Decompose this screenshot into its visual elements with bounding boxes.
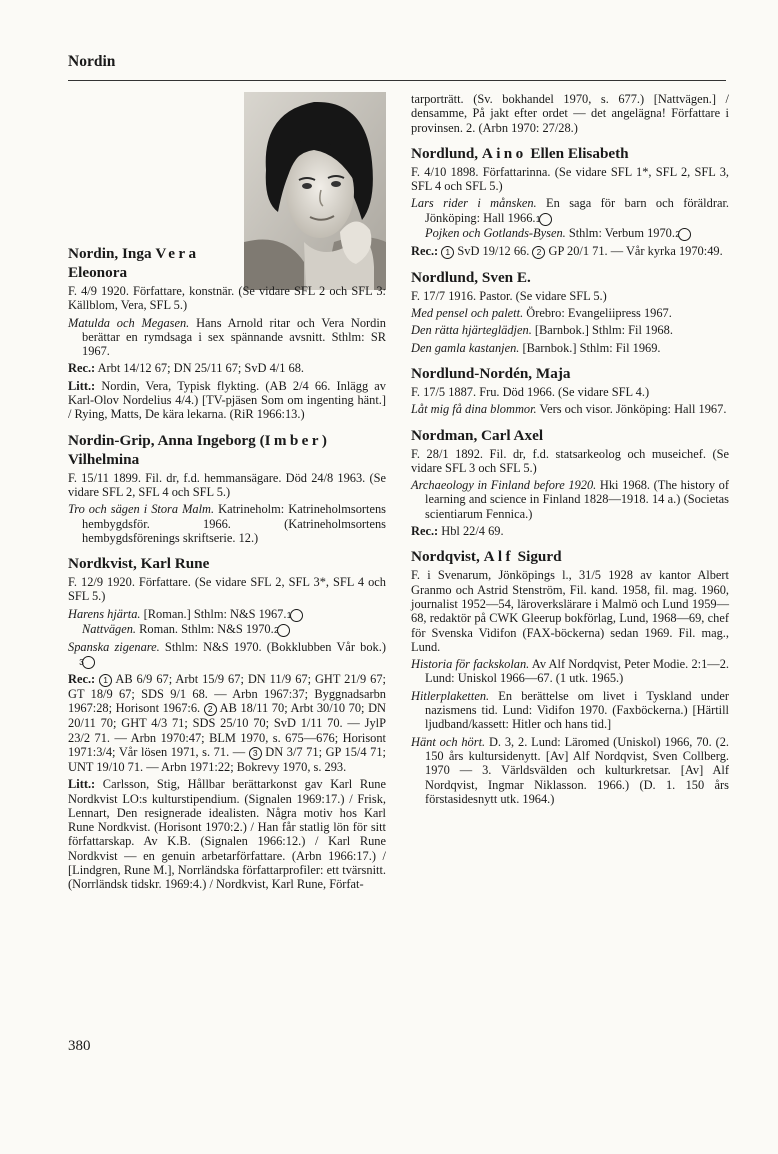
heading-text: Nordin, Inga [68, 245, 156, 262]
work-item [68, 316, 386, 359]
work-details: Hki 1968. (The history of learning and science in Finland 1828—1918. 14 a.) (Societas scientiarum Fennica.) [425, 478, 730, 521]
work-title: Archaeology in Finland before 1920. [411, 478, 597, 493]
work-title: Med pensel och palett. [411, 306, 524, 321]
entry-heading: Nordlund, Sven E. [411, 268, 531, 286]
work-title: Nattvägen. [82, 621, 137, 636]
right-column [411, 92, 729, 815]
reviews [411, 244, 729, 259]
reviews [68, 361, 386, 375]
work-title: Spanska zigenare. [68, 639, 160, 654]
work-details: En saga för barn och föräldrar. Jönköping: Hall 1966. [425, 196, 729, 225]
work-details: [Roman.] Sthlm: N&S 1967. [140, 606, 287, 621]
work-item [68, 640, 386, 669]
reference-marker-1: 1 [539, 213, 552, 226]
work-details: En berättelse om livet i Tyskland under nazismens tid. Lund: Vidifon 1970. (Faxböckerna.) [Härtill ljudband/kassett: Hitler och hans tid.] [425, 688, 729, 732]
work-details: Örebro: Evangeliipress 1967. [523, 306, 672, 321]
entry-heading: Nordman, Carl Axel [411, 426, 544, 444]
work-item [411, 402, 729, 416]
biography: F. 15/11 1899. Fil. dr, f.d. hemmansägare. Död 24/8 1963. (Se vidare SFL 2, SFL 4 och SFL 5.) [68, 470, 386, 499]
reviews-text: AB 6/9 67; Arbt 15/9 67; DN 11/9 67; GHT 21/9 67; GT 18/9 67; SDS 9/1 68. — Arbn 1967:37; Byggnadsarbn 1967:28; Horisont 1967:6. [68, 672, 386, 716]
biography: F. 28/1 1892. Fil. dr, f.d. statsarkeolog och museichef. (Se vidare SFL 3 och SFL 5.) [411, 446, 729, 475]
reviews-text: SvD 19/12 66. [454, 243, 530, 258]
work-item [68, 607, 386, 637]
work-item [68, 502, 386, 545]
running-head: Nordin [68, 53, 116, 70]
literature [68, 379, 386, 422]
reference-marker-1: 1 [441, 246, 454, 259]
heading-text: Sigurd [513, 548, 562, 566]
work-details: D. 3, 2. Lund: Läromed (Uniskol) 1966, 70. (2. 150 års kultursidenytt. [Av] Alf Nordqvist, Sven Collberg. 1970 — 3. Världsvälden och kulturkretsar. [Av] Alf Nordqvist, Ingmar Niklasson. 1966.) (D. 1. 150 års förstasidesnytt utk. 1964.) [425, 734, 729, 806]
biography: F. 17/7 1916. Pastor. (Se vidare SFL 5.) [411, 288, 607, 303]
biography: F. 4/9 1920. Författare, konstnär. (Se vidare SFL 2 och SFL 3: Källblom, Vera, SFL 5.) [68, 284, 386, 313]
work-title: Historia för fackskolan. [411, 657, 530, 672]
heading-text: ) Vilhelmina [68, 431, 327, 468]
heading-text: Nordlund, [411, 144, 482, 162]
entry-nordlund-aino [411, 144, 729, 259]
entry-nordlund-norden [411, 364, 729, 417]
work-title: Låt mig få dina blommor. [411, 402, 537, 417]
page-number: 380 [68, 1038, 91, 1054]
entry-heading [411, 144, 729, 163]
reference-marker-3: 3 [249, 747, 262, 760]
work-item [411, 341, 729, 355]
work-item [411, 478, 729, 521]
reference-marker-1: 1 [290, 609, 303, 622]
header-rule [68, 80, 726, 81]
work-title: Harens hjärta. [68, 606, 141, 621]
literature-label: Litt.: [68, 777, 96, 792]
entry-heading [411, 547, 729, 566]
heading-text: Nordin-Grip, Anna Ingeborg ( [68, 431, 265, 449]
work-item [411, 306, 729, 320]
entry-heading [68, 431, 386, 469]
work-title: Hänt och hört. [411, 734, 486, 749]
reviews-text: GP 20/1 71. — Vår kyrka 1970:49. [545, 243, 723, 258]
reference-marker-1: 1 [99, 674, 112, 687]
reviews-text: Hbl 22/4 69. [438, 524, 504, 539]
heading-spaced-name: Imber [264, 431, 322, 449]
reference-marker-2: 2 [204, 703, 217, 716]
work-item [411, 657, 729, 686]
reviews-text: Arbt 14/12 67; DN 25/11 67; SvD 4/1 68. [95, 361, 304, 376]
work-details: Vers och visor. Jönköping: Hall 1967. [536, 402, 727, 417]
reference-marker-2: 2 [532, 246, 545, 259]
heading-text: Nordqvist, [411, 548, 484, 566]
work-title: Matulda och Megasen. [68, 315, 190, 330]
work-title: Tro och sägen i Stora Malm. [68, 502, 215, 517]
reviews [68, 672, 386, 774]
reviews-text: AB 18/11 70; Arbt 30/10 70; DN 20/11 70; GHT 4/3 71; SDS 25/10 70; SvD 1/11 70. — JylP 23/2 71. — Arbn 1970:47; BLM 1970, s. 675—676; Horisont 1971:3/4; Vår lösen 1971, s. 71. — [68, 701, 386, 759]
entry-heading [68, 244, 386, 282]
work-details: Roman. Sthlm: N&S 1970. [136, 621, 274, 636]
reviews-label: Rec.: [411, 243, 439, 258]
literature-text: Carlsson, Stig, Hållbar berättarkonst gav Karl Rune Nordkvist LO:s kulturstipendium. (Signalen 1969:17.) / Frisk, Lennart, Den resignerade idealisten. Några motiv hos Karl Rune Nordkvist. (Horisont 1970:2.) / Han får statlig lön för sitt författarskap. Av K.B. (Signalen 1966:12.) / Karl Rune Nordkvist — en genuin arbetarförfattare. (Arbn 1966:17.) / [Lindgren, Rune M.], Norrländska författarprofiler: ett tvärsnitt. (Norrländsk tidskr. 1969:4.) / Nordkvist, Karl Rune, Förfat- [68, 777, 386, 892]
biography: F. 4/10 1898. Författarinna. (Se vidare SFL 1*, SFL 2, SFL 3, SFL 4 och SFL 5.) [411, 164, 729, 194]
heading-spaced-name: Vera [155, 245, 200, 262]
work-item [411, 323, 729, 337]
work-title: Lars rider i månsken. [411, 196, 537, 211]
heading-text: Eleonora [68, 264, 128, 281]
biography: F. 12/9 1920. Författare. (Se vidare SFL 2, SFL 3*, SFL 4 och SFL 5.) [68, 575, 386, 604]
work-details: Av Alf Nordqvist, Peter Modie. 2:1—2. Lund: Uniskol 1966—67. (1 utk. 1965.) [425, 657, 729, 686]
reviews [411, 524, 729, 538]
heading-spaced-name: Alf [483, 548, 514, 566]
entry-nordman [411, 426, 729, 539]
work-details: [Barnbok.] Sthlm: Fil 1969. [519, 340, 661, 355]
work-details: Sthlm: Verbum 1970. [565, 225, 675, 240]
work-title: Den rätta hjärteglädjen. [411, 323, 532, 338]
biography: F. 17/5 1887. Fru. Död 1966. (Se vidare SFL 4.) [411, 384, 650, 399]
left-column [68, 92, 386, 901]
entry-nordin-grip [68, 431, 386, 545]
work-details: Katrineholm: Katrineholmsortens hembygdsför. 1966. (Katrineholmsortens hembygdsförenings skriftserie. 12.) [82, 502, 386, 545]
work-item [411, 735, 729, 806]
literature [68, 777, 386, 891]
entry-nordqvist-alf [411, 547, 729, 806]
reviews-label: Rec.: [68, 361, 96, 376]
work-details: [Barnbok.] Sthlm: Fil 1968. [531, 323, 673, 338]
entry-heading: Nordlund-Nordén, Maja [411, 364, 571, 382]
entry-heading: Nordkvist, Karl Rune [68, 555, 210, 573]
reviews-label: Rec.: [68, 672, 96, 687]
reference-marker-2: 2 [678, 228, 691, 241]
work-details: Hans Arnold ritar och Vera Nordin berättar en rymdsaga i sex spännande avsnitt. Sthlm: SR 1967. [82, 315, 386, 359]
reference-marker-2: 2 [277, 624, 290, 637]
entry-nordkvist-karl-rune [68, 554, 386, 891]
entry-nordin-inga-vera [68, 244, 386, 422]
work-item [411, 196, 729, 240]
reference-marker-3: 3 [82, 656, 95, 669]
entry-nordlund-sven [411, 268, 729, 355]
biography: F. i Svenarum, Jönköpings l., 31/5 1928 av kantor Albert Granmo och Astrid Stenström, Fil. kand. 1958, fil. mag. 1960, journalist 1952—54, läroverkslärare i Malmö och Lund 1959—68, redaktör på CWK Gleerup bokförlag, Lund, 1968—69, chef för Svenska Vidifon (FAX-böckerna) sedan 1969. Fil. mag., Lund. [411, 568, 729, 654]
work-title: Den gamla kastanjen. [411, 340, 520, 355]
heading-text: Ellen Elisabeth [526, 144, 629, 162]
reviews-label: Rec.: [411, 524, 439, 539]
work-title: Hitlerplaketten. [411, 688, 490, 703]
heading-spaced-name: Aino [481, 144, 527, 162]
continued-text: tarporträtt. (Sv. bokhandel 1970, s. 677.) [Nattvägen.] / densamme, På jakt efter ordet — det angelägna! Författare i provinsen. 2. (Arbn 1970: 27/28.) [411, 92, 729, 135]
work-item [411, 689, 729, 732]
work-details: Sthlm: N&S 1970. (Bokklubben Vår bok.) [159, 639, 386, 654]
work-title: Pojken och Gotlands-Bysen. [425, 225, 566, 240]
reviews-text: DN 3/7 71; GP 15/4 71; UNT 19/10 71. — Arbn 1971:22; Bokrevy 1970, s. 293. [68, 744, 386, 774]
literature-text: Nordin, Vera, Typisk flykting. (AB 2/4 66. Inlägg av Karl-Olov Nordelius 4/4.) [TV-pjäsen Som om ingenting hänt.] / Rying, Matts, De kära lekarna. (RiR 1966:13.) [68, 378, 386, 422]
literature-label: Litt.: [68, 378, 96, 393]
